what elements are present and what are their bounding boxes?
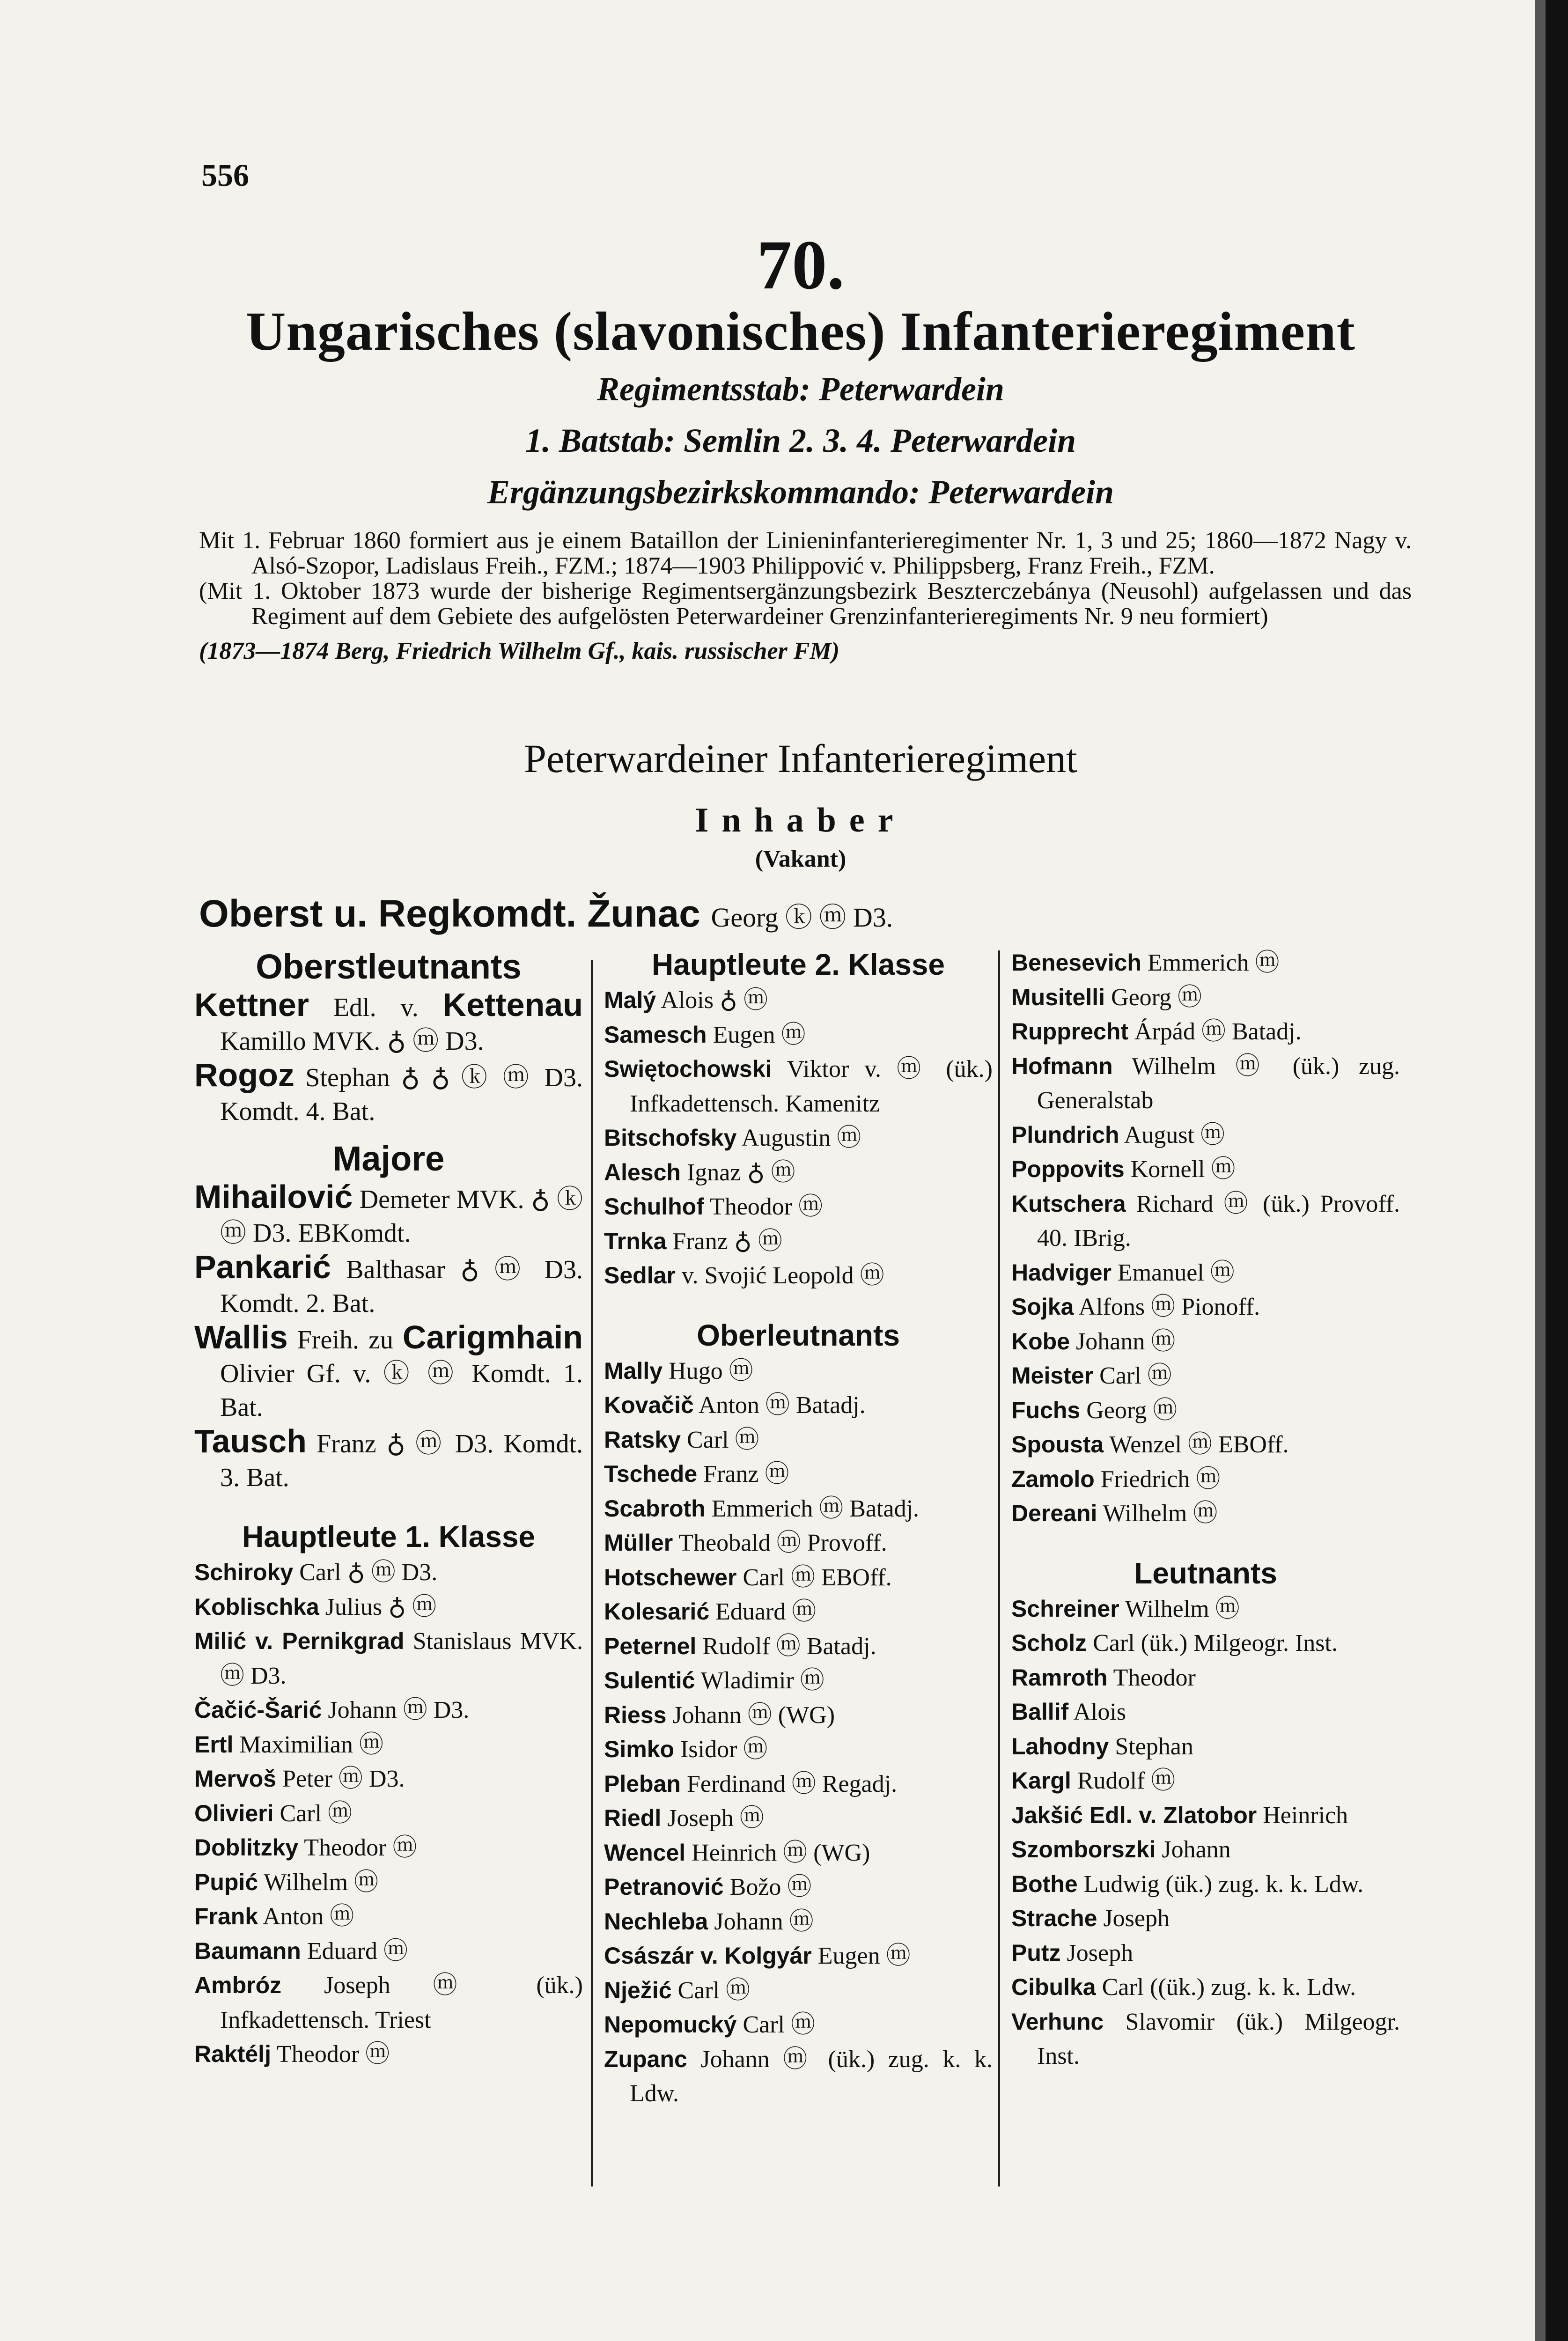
list-item <box>194 1555 583 1590</box>
person-details: Balthasar ♁ ⓜ D3. Komdt. 2. Bat. <box>220 1255 583 1318</box>
person-name: Kutschera <box>1011 1190 1126 1217</box>
person-details: Heinrich <box>1257 1802 1348 1829</box>
person-name: Nepomucký <box>604 2011 737 2038</box>
list-item <box>1011 1428 1400 1462</box>
section-heading-hauptleute-2: Hauptleute 2. Klasse <box>652 948 945 981</box>
person-details: Joseph ⓜ <box>661 1805 764 1832</box>
list-item <box>1011 1833 1400 1867</box>
person-name: Alesch <box>604 1159 681 1185</box>
list-item <box>604 2008 993 2042</box>
history-paragraph-1: Mit 1. Februar 1860 formiert aus je einem Bataillon der Linieninfanterieregimenter Nr. 1, 3 und 25; 1860—1872 Nagy v. Alsó-Szopor, Ladislaus Freih., FZM.; 1874—1903 Philippović v. Philippsberg, Franz Freih., FZM. <box>199 527 1412 579</box>
list-item <box>604 1561 993 1595</box>
list-item <box>604 1801 993 1836</box>
person-details: Johann ⓜ (ük.) zug. k. k. Ldw. <box>630 2046 993 2107</box>
list-item <box>194 1693 583 1728</box>
column-3 <box>1011 946 1400 2074</box>
list-oberleutnants <box>604 1354 993 2111</box>
list-item <box>1011 1661 1400 1695</box>
list-item <box>604 1732 993 1767</box>
list-item <box>604 1190 993 1224</box>
page-title: Ungarisches (slavonisches) Infanterieregiment <box>246 301 1355 362</box>
person-name: Ambróz <box>194 1972 282 1998</box>
section-heading-oberstleutnants: Oberstleutnants <box>256 947 522 986</box>
person-name: Verhunc <box>1011 2008 1104 2035</box>
list-item <box>1011 1867 1400 1902</box>
person-details: Stanislaus MVK. ⓜ D3. <box>220 1628 583 1689</box>
list-item <box>604 1664 993 1698</box>
person-name: Scabroth <box>604 1495 706 1522</box>
person-details: Ignaz ♁ ⓜ <box>680 1159 795 1186</box>
person-name: Hofmann <box>1011 1053 1113 1079</box>
person-name: Nježić <box>604 1977 672 2003</box>
list-item <box>604 1905 993 1939</box>
person-details: Emanuel ⓜ <box>1111 1259 1235 1286</box>
person-name: Musitelli <box>1011 984 1105 1010</box>
commander-name: Žunac <box>587 892 700 935</box>
list-item <box>194 1320 583 1424</box>
person-details: Carl ⓜ <box>736 2011 815 2038</box>
person-details: Carl (ük.) Milgeogr. Inst. <box>1087 1630 1338 1656</box>
list-oberstleutnants <box>194 988 583 1128</box>
list-item <box>604 1423 993 1458</box>
person-details: Carl ⓜ <box>1093 1362 1172 1389</box>
person-name: Tschede <box>604 1461 698 1487</box>
regiment-number: 70. <box>757 226 845 304</box>
list-item <box>1011 1393 1400 1428</box>
person-details: Árpád ⓜ Batadj. <box>1128 1018 1302 1045</box>
list-item <box>1011 1359 1400 1393</box>
person-name: Hotschewer <box>604 1564 737 1590</box>
person-name: Ballif <box>1011 1699 1069 1725</box>
person-name: Poppovits <box>1011 1156 1125 1182</box>
person-name: Milić v. Pernikgrad <box>194 1628 405 1654</box>
person-name: Raktélj <box>194 2041 271 2067</box>
list-item <box>1011 1290 1400 1325</box>
regiment-commander <box>199 892 893 936</box>
person-name: Riess <box>604 1701 667 1728</box>
person-details: Carl ⓜ <box>681 1426 759 1453</box>
person-details: Friedrich ⓜ <box>1094 1465 1221 1493</box>
person-name: Kolesarić <box>604 1598 710 1625</box>
list-item <box>1011 1798 1400 1833</box>
list-item <box>1011 1695 1400 1730</box>
list-hauptleute-2 <box>604 983 993 1293</box>
person-name: Sulentić <box>604 1667 695 1693</box>
person-details: Božo ⓜ <box>723 1874 812 1900</box>
list-item <box>194 1762 583 1796</box>
list-item <box>1011 1970 1400 2005</box>
list-item <box>1011 1764 1400 1798</box>
person-details: Alois <box>1068 1699 1126 1725</box>
person-name: Ramroth <box>1011 1664 1108 1691</box>
person-details: Alois ♁ ⓜ <box>656 987 768 1014</box>
person-name: Müller <box>604 1530 673 1556</box>
person-name: Frank <box>194 1903 258 1929</box>
section-heading-majore: Majore <box>332 1139 445 1178</box>
list-item <box>604 1767 993 1802</box>
person-details: Anton ⓜ <box>258 1903 354 1930</box>
person-details: Carl ⓜ EBOff. <box>736 1564 892 1591</box>
person-details: Theodor ⓜ <box>271 2041 390 2068</box>
list-item <box>604 1259 993 1293</box>
person-details: Emmerich ⓜ Batadj. <box>705 1495 920 1522</box>
person-details: Theodor ⓜ <box>298 1834 417 1861</box>
person-details: Julius ♁ ⓜ <box>319 1593 437 1620</box>
person-name: Tausch <box>194 1423 307 1459</box>
column-divider <box>591 960 593 2186</box>
person-name: Pleban <box>604 1770 681 1797</box>
person-name: Ertl <box>194 1731 234 1758</box>
history-paragraph-3: (1873—1874 Berg, Friedrich Wilhelm Gf., kais. russischer FM) <box>199 638 840 664</box>
person-details: Stephan ♁ ♁ ⓚ ⓜ D3. Komdt. 4. Bat. <box>220 1063 583 1126</box>
list-item <box>604 1526 993 1561</box>
list-item <box>604 1939 993 1973</box>
person-name: Wallis <box>194 1319 288 1355</box>
person-name: Pankarić <box>194 1249 331 1285</box>
list-item <box>1011 1015 1400 1049</box>
list-item <box>1011 1496 1400 1531</box>
person-details: Franz ♁ ⓜ <box>666 1228 782 1255</box>
person-name: Strache <box>1011 1905 1097 1931</box>
list-majore <box>194 1180 583 1494</box>
person-name: Kovačič <box>604 1392 694 1418</box>
list-item <box>604 1492 993 1526</box>
list-item <box>604 1052 993 1121</box>
list-item <box>194 1424 583 1494</box>
list-item <box>604 1698 993 1733</box>
person-details: Hugo ⓜ <box>663 1357 753 1384</box>
person-name: Čačić-Šarić <box>194 1697 322 1723</box>
person-details: Joseph <box>1060 1939 1134 1966</box>
person-details: Peter ⓜ D3. <box>276 1766 405 1792</box>
person-details: Franz ⓜ <box>697 1461 789 1487</box>
list-item <box>1011 1626 1400 1661</box>
person-details: Richard ⓜ (ük.) Provoff. 40. IBrig. <box>1037 1190 1400 1251</box>
person-details: Wilhelm ⓜ <box>258 1869 379 1896</box>
column-1 <box>194 946 583 2072</box>
person-name: Mihailović <box>194 1178 353 1215</box>
person-details: Eduard ⓜ <box>301 1937 408 1965</box>
person-details: Carl ⓜ <box>273 1800 353 1827</box>
list-item <box>1011 1462 1400 1497</box>
list-item <box>194 1250 583 1320</box>
person-details: Maximilian ⓜ <box>233 1731 383 1758</box>
person-details: Alfons ⓜ Pionoff. <box>1074 1294 1260 1320</box>
list-item <box>194 1796 583 1831</box>
person-name: Trnka <box>604 1228 667 1254</box>
person-name: Kargl <box>1011 1767 1071 1794</box>
history-paragraph-2: (Mit 1. Oktober 1873 wurde der bisherige Regimentsergänzungsbezirk Beszterczebánya (Neusohl) aufgelassen und das Regiment auf dem Gebiete des aufgelösten Peterwardeiner Grenzinfanterieregiments Nr. 9 neu formiert) <box>199 578 1412 630</box>
person-name: Sedlar <box>604 1262 676 1288</box>
person-name: Mally <box>604 1357 663 1384</box>
person-name: Doblitzky <box>194 1834 299 1861</box>
person-details: Johann ⓜ D3. <box>322 1697 470 1723</box>
person-name: Peternel <box>604 1633 697 1659</box>
person-name: Swiętochowski <box>604 1056 772 1082</box>
list-item <box>194 1058 583 1128</box>
person-details: Theodor ⓜ <box>704 1193 823 1220</box>
person-name: Bothe <box>1011 1870 1078 1897</box>
person-details: Slavomir (ük.) Milgeogr. Inst. <box>1037 2008 1400 2069</box>
person-details: Johann ⓜ (WG) <box>666 1701 835 1729</box>
person-details: Franz ♁ ⓜ D3. Komdt. 3. Bat. <box>220 1429 583 1492</box>
ergaenzungsbezirk: Ergänzungsbezirkskommando: Peterwardein <box>487 473 1114 511</box>
person-name: Kobe <box>1011 1328 1070 1355</box>
list-item <box>194 1865 583 1900</box>
person-name: Meister <box>1011 1362 1094 1389</box>
column-divider <box>998 950 1000 2186</box>
regiment-name: Peterwardeiner Infanterieregiment <box>524 736 1077 781</box>
list-item <box>604 1870 993 1905</box>
person-details: Eugen ⓜ <box>811 1943 911 1969</box>
list-item <box>604 983 993 1018</box>
person-name: Fuchs <box>1011 1397 1081 1423</box>
person-name: Rogoz <box>194 1057 294 1093</box>
person-name: Wencel <box>604 1839 686 1866</box>
person-name: Malý <box>604 987 656 1013</box>
list-hauptleute-1 <box>194 1555 583 2072</box>
list-item <box>604 1973 993 2008</box>
person-details: Augustin ⓜ <box>736 1125 861 1151</box>
list-item <box>194 1934 583 1969</box>
person-details: Georg ⓜ <box>1105 984 1202 1011</box>
list-item <box>194 1180 583 1250</box>
person-name: Császár v. Kolgyár <box>604 1943 812 1969</box>
person-details: Carl ♁ ⓜ D3. <box>293 1559 438 1586</box>
person-details: Johann ⓜ <box>1070 1328 1176 1355</box>
person-details: Stephan <box>1109 1733 1193 1760</box>
list-item <box>604 1836 993 1870</box>
person-details: Joseph ⓜ (ük.) Infkadettensch. Triest <box>220 1972 583 2033</box>
person-name: Baumann <box>194 1937 301 1964</box>
list-leutnants <box>1011 1592 1400 2074</box>
column-2 <box>604 946 993 2111</box>
batstab: 1. Batstab: Semlin 2. 3. 4. Peterwardein <box>525 422 1076 459</box>
person-details: Demeter MVK. ♁ ⓚ ⓜ D3. EBKomdt. <box>220 1185 583 1248</box>
list-item <box>1011 1901 1400 1936</box>
list-item <box>1011 946 1400 980</box>
person-name: Putz <box>1011 1939 1061 1966</box>
list-item <box>1011 980 1400 1015</box>
person-details: Kamillo MVK. ♁ ⓜ D3. <box>220 1027 484 1056</box>
person-details: Johann <box>1156 1836 1231 1863</box>
list-item <box>1011 1730 1400 1764</box>
list-item <box>604 2042 993 2111</box>
list-item <box>1011 1256 1400 1290</box>
commander-label: Oberst u. Regkomdt. <box>199 892 577 935</box>
person-name: Olivieri <box>194 1800 274 1826</box>
person-details: Rudolf ⓜ Batadj. <box>696 1633 876 1660</box>
commander-details: Georg ⓚ ⓜ D3. <box>711 902 893 933</box>
page-edge <box>1535 0 1568 2341</box>
person-details: Ludwig (ük.) zug. k. k. Ldw. <box>1077 1870 1364 1898</box>
list-item <box>604 1224 993 1259</box>
person-name: Pupić <box>194 1869 258 1895</box>
person-name: Samesch <box>604 1021 707 1048</box>
person-details: Wilhelm ⓜ (ük.) zug. Generalstab <box>1037 1053 1400 1114</box>
person-details: Wilhelm ⓜ <box>1097 1500 1218 1527</box>
person-name: Spousta <box>1011 1431 1104 1458</box>
list-item <box>1011 1187 1400 1256</box>
person-details: August ⓜ <box>1119 1121 1225 1148</box>
person-name: Schreiner <box>1011 1595 1119 1622</box>
person-details: v. Svojić Leopold ⓜ <box>675 1262 884 1289</box>
person-details: Ferdinand ⓜ Regadj. <box>680 1770 898 1797</box>
regimentsstab: Regimentsstab: Peterwardein <box>597 370 1004 408</box>
list-item <box>604 1121 993 1156</box>
list-oberleutnants-continued <box>1011 946 1400 1531</box>
section-heading-hauptleute-1: Hauptleute 1. Klasse <box>242 1520 535 1553</box>
person-name: Lahodny <box>1011 1733 1109 1759</box>
inhaber-heading: Inhaber <box>695 801 906 839</box>
list-item <box>604 1629 993 1664</box>
list-item <box>1011 1325 1400 1359</box>
list-item <box>194 1899 583 1934</box>
person-details: Viktor v. ⓜ (ük.) Infkadettensch. Kamenitz <box>630 1056 993 1117</box>
list-item <box>604 1018 993 1053</box>
list-item <box>194 1728 583 1762</box>
list-item <box>194 1968 583 2037</box>
person-name: Zamolo <box>1011 1465 1095 1492</box>
person-name: Schulhof <box>604 1193 704 1220</box>
person-details: Rudolf ⓜ <box>1071 1767 1176 1794</box>
list-item <box>194 988 583 1058</box>
person-name: Carigmhain <box>402 1319 583 1355</box>
person-name: Nechleba <box>604 1908 708 1935</box>
person-name: Scholz <box>1011 1630 1087 1656</box>
person-name: Rupprecht <box>1011 1018 1128 1045</box>
person-details: Theobald ⓜ Provoff. <box>673 1530 887 1556</box>
person-name: Hadviger <box>1011 1259 1112 1286</box>
person-details: Anton ⓜ Batadj. <box>693 1392 866 1419</box>
person-name: Petranović <box>604 1874 724 1900</box>
list-item <box>194 1831 583 1865</box>
section-heading-oberleutnants: Oberleutnants <box>697 1318 900 1352</box>
person-details: Emmerich ⓜ <box>1141 950 1280 976</box>
person-details: Isidor ⓜ <box>674 1736 768 1763</box>
person-details: Wenzel ⓜ EBOff. <box>1104 1431 1289 1458</box>
person-name: Bitschofsky <box>604 1125 737 1151</box>
list-item <box>194 1590 583 1625</box>
person-name: Kettenau <box>442 986 583 1023</box>
person-name: Szomborszki <box>1011 1836 1156 1862</box>
list-item <box>1011 2005 1400 2074</box>
person-name: Mervoš <box>194 1766 277 1792</box>
person-name: Riedl <box>604 1805 662 1831</box>
person-name: Ratsky <box>604 1426 681 1453</box>
inhaber-vakant: (Vakant) <box>755 846 847 872</box>
history-text <box>199 528 1412 664</box>
list-item <box>604 1457 993 1492</box>
person-details: Eduard ⓜ <box>709 1598 817 1625</box>
person-details: Carl ((ük.) zug. k. k. Ldw. <box>1096 1974 1356 2001</box>
list-item <box>194 2037 583 2072</box>
person-details: Olivier Gf. v. ⓚ ⓜ Komdt. 1. Bat. <box>220 1359 583 1422</box>
list-item <box>604 1595 993 1629</box>
list-item <box>1011 1152 1400 1187</box>
list-item <box>194 1624 583 1693</box>
list-item <box>1011 1592 1400 1627</box>
list-item <box>1011 1936 1400 1971</box>
person-details: Kornell ⓜ <box>1124 1156 1236 1183</box>
person-name: Plundrich <box>1011 1121 1119 1148</box>
person-details: Georg ⓜ <box>1080 1397 1178 1424</box>
list-item <box>604 1388 993 1423</box>
person-details: Johann ⓜ <box>708 1908 814 1935</box>
person-name: Cibulka <box>1011 1974 1096 2000</box>
person-name: Kettner <box>194 986 309 1023</box>
person-details: Joseph <box>1097 1905 1170 1932</box>
person-name: Sojka <box>1011 1294 1074 1320</box>
list-item <box>1011 1118 1400 1153</box>
person-details: Wilhelm ⓜ <box>1119 1595 1240 1622</box>
person-details: Edl. v. <box>309 993 443 1022</box>
person-name: Zupanc <box>604 2046 687 2072</box>
person-name: Benesevich <box>1011 950 1141 976</box>
person-name: Simko <box>604 1736 675 1762</box>
section-heading-leutnants: Leutnants <box>1134 1556 1277 1590</box>
person-details: Theodor <box>1107 1664 1196 1691</box>
person-details: Carl ⓜ <box>671 1977 751 2004</box>
person-name: Jakšić Edl. v. Zlatobor <box>1011 1802 1257 1828</box>
person-details: Wladimir ⓜ <box>695 1667 824 1694</box>
person-details: Eugen ⓜ <box>707 1021 806 1048</box>
page-number: 556 <box>201 157 249 193</box>
list-item <box>604 1156 993 1190</box>
list-item <box>604 1354 993 1389</box>
person-details: Freih. zu <box>287 1325 403 1355</box>
person-name: Dereani <box>1011 1500 1097 1526</box>
person-details: Heinrich ⓜ (WG) <box>685 1839 870 1866</box>
person-name: Schiroky <box>194 1559 294 1585</box>
person-name: Koblischka <box>194 1593 319 1620</box>
list-item <box>1011 1049 1400 1118</box>
